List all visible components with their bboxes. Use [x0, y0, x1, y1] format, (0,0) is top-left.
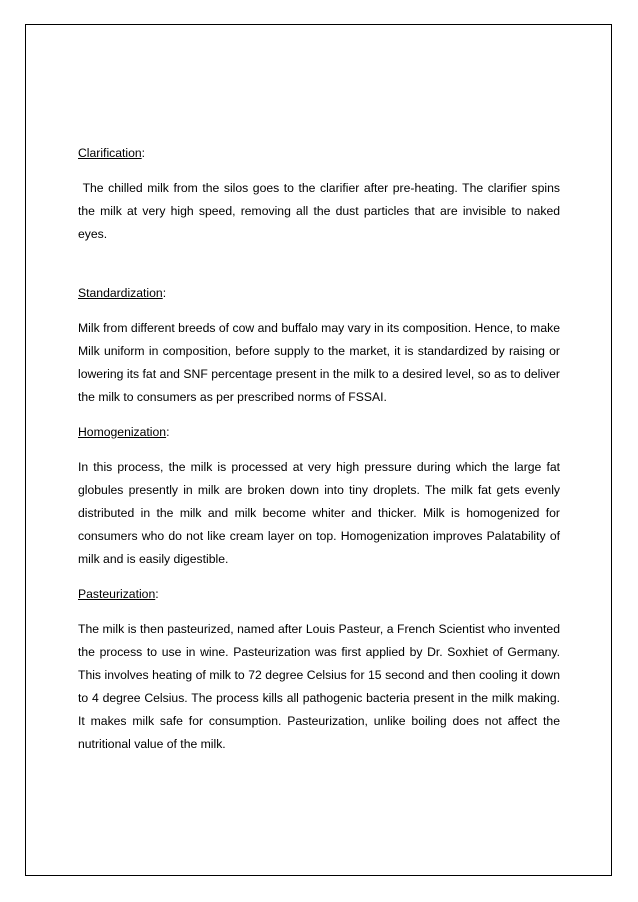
clarification-heading: Clarification:	[78, 146, 146, 160]
standardization-paragraph: Milk from different breeds of cow and buffalo may vary in its composition. Hence, to make Milk uniform in composition, before supply to the market, it is standardized by raising or lowering its fat and SNF percentage present in the milk to a desired level, so as to deliver the milk to consumers as per prescribed norms of FSSAI.	[78, 321, 560, 404]
homogenization-paragraph: In this process, the milk is processed at very high pressure during which the large fat globules presently in milk are broken down into tiny droplets. The milk fat gets evenly distributed in the milk and milk become whiter and thicker. Milk is homogenized for consumers who do not like cream layer on top. Homogenization improves Palatability of milk and is easily digestible.	[78, 460, 560, 566]
standardization-heading: Standardization:	[78, 286, 167, 300]
document-body	[78, 142, 564, 756]
clarification-paragraph: The chilled milk from the silos goes to the clarifier after pre-heating. The clarifier spins the milk at very high speed, removing all the dust particles that are invisible to naked eyes.	[78, 181, 564, 241]
pasteurization-heading: Pasteurization:	[78, 587, 159, 601]
homogenization-heading: Homogenization:	[78, 425, 170, 439]
pasteurization-paragraph: The milk is then pasteurized, named after Louis Pasteur, a French Scientist who invented the process to use in wine. Pasteurization was first applied by Dr. Soxhiet of Germany. This involves heating of milk to 72 degree Celsius for 15 second and then cooling it down to 4 degree Celsius. The process kills all pathogenic bacteria present in the milk making. It makes milk safe for consumption. Pasteurization, unlike boiling does not affect the nutritional value of the milk.	[78, 622, 560, 751]
